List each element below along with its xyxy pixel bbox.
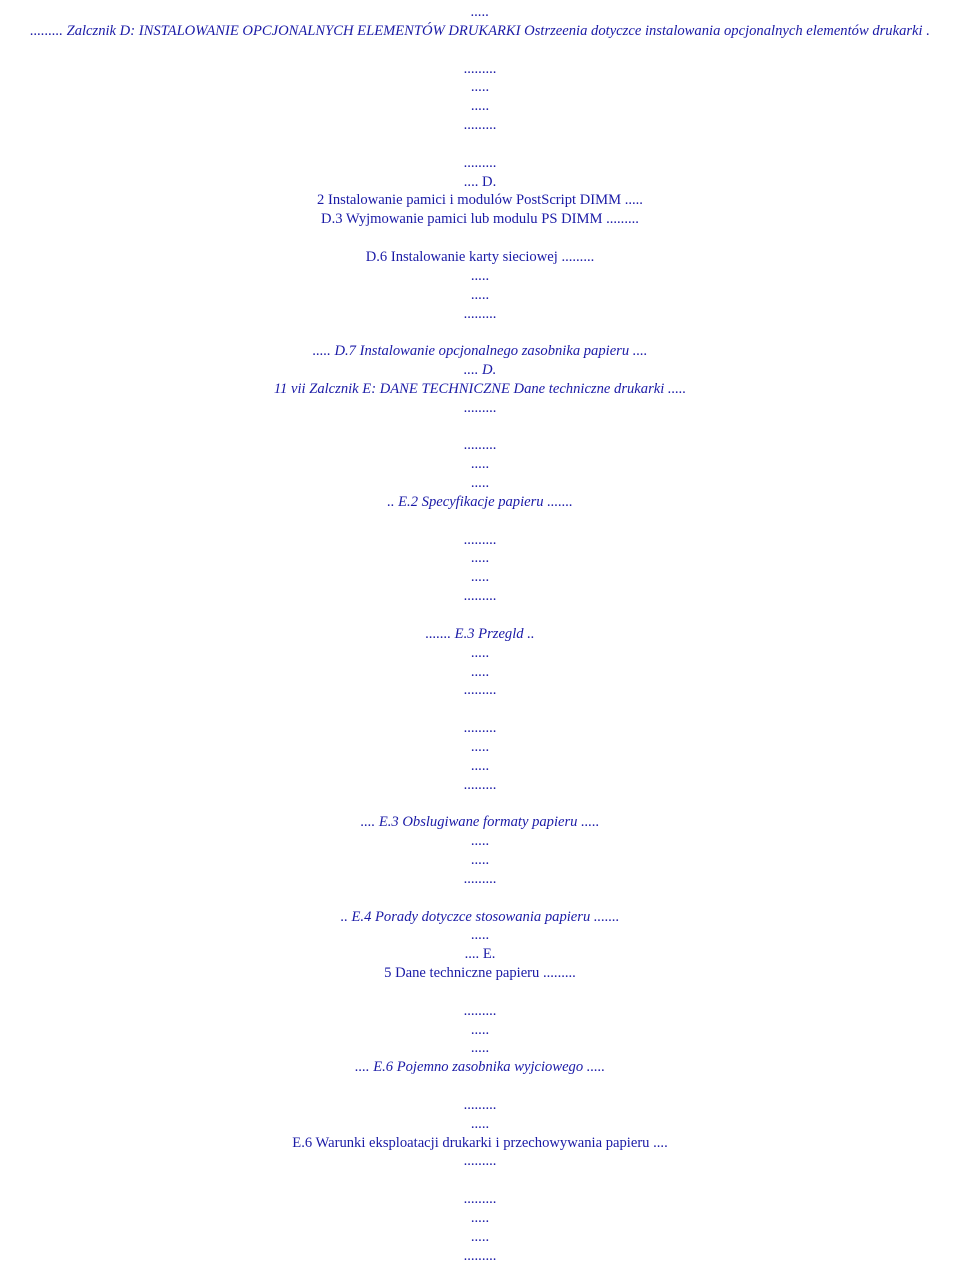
toc-blank-line: [0, 1077, 960, 1096]
toc-line: .....: [470, 475, 490, 492]
toc-line: .....: [470, 267, 490, 284]
toc-line: .... E.: [464, 946, 496, 963]
toc-line: .........: [463, 1096, 497, 1113]
toc-line: 11 vii Zalcznik E: DANE TECHNICZNE Dane techniczne drukarki .....: [273, 380, 687, 397]
toc-blank-line: [0, 606, 960, 625]
toc-line: .....: [470, 1040, 490, 1057]
table-of-contents: [0, 3, 960, 1266]
toc-line: .........: [463, 154, 497, 171]
toc-line: ......... Zalcznik D: INSTALOWANIE OPCJONALNYCH ELEMENTÓW DRUKARKI Ostrzeenia dotyczce instalowania opcjonalnych elementów drukarki .: [30, 22, 930, 39]
toc-blank-line: [0, 889, 960, 908]
toc-line: .. E.4 Porady dotyczce stosowania papieru .......: [340, 908, 620, 925]
toc-line: .........: [463, 117, 497, 134]
toc-line: .... E.6 Pojemno zasobnika wyjciowego .....: [354, 1059, 606, 1076]
toc-line: .....: [470, 757, 490, 774]
toc-line: .........: [463, 399, 497, 416]
toc-line: .....: [470, 927, 490, 944]
toc-line: .........: [463, 305, 497, 322]
toc-line: .........: [463, 1247, 497, 1264]
toc-line: .....: [470, 1115, 490, 1132]
toc-blank-line: [0, 323, 960, 342]
toc-line: .....: [470, 1210, 490, 1226]
toc-blank-line: [0, 41, 960, 60]
toc-line: .....: [470, 79, 490, 96]
toc-line: .....: [470, 286, 490, 303]
toc-line: .........: [463, 531, 497, 548]
toc-line: .....: [470, 1021, 490, 1038]
toc-blank-line: [0, 418, 960, 437]
toc-line: .....: [470, 833, 490, 850]
toc-line: .....: [470, 738, 490, 755]
toc-line: .........: [463, 588, 497, 605]
toc-blank-line: [0, 700, 960, 719]
toc-line: .... D.: [463, 362, 497, 379]
toc-line: .........: [463, 1191, 497, 1208]
toc-blank-line: [0, 135, 960, 154]
toc-line: .........: [463, 720, 497, 737]
toc-line: .....: [470, 98, 490, 115]
toc-line: .... D.: [463, 173, 497, 190]
toc-line: D.6 Instalowanie karty sieciowej .........: [365, 248, 595, 265]
toc-line: ....... E.3 Przegld ..: [425, 625, 535, 642]
toc-blank-line: [0, 229, 960, 248]
toc-line: .....: [470, 569, 490, 586]
toc-line: .........: [463, 1153, 497, 1170]
toc-line: .....: [470, 663, 490, 680]
toc-line: 5 Dane techniczne papieru .........: [384, 965, 576, 982]
toc-line: .....: [470, 1228, 490, 1245]
toc-line: .........: [463, 60, 497, 77]
toc-line: .....: [470, 456, 490, 473]
toc-line: .....: [470, 550, 490, 567]
toc-line: .........: [463, 776, 497, 793]
toc-line: .....: [470, 851, 490, 868]
toc-blank-line: [0, 794, 960, 813]
toc-blank-line: [0, 1171, 960, 1190]
toc-line: 2 Instalowanie pamici i modulów PostScript DIMM .....: [317, 192, 643, 209]
toc-line: .........: [463, 682, 497, 699]
toc-line: ..... D.7 Instalowanie opcjonalnego zasobnika papieru ....: [312, 343, 648, 360]
toc-blank-line: [0, 512, 960, 531]
toc-line: .........: [463, 437, 497, 454]
toc-line: .........: [463, 870, 497, 887]
toc-line: .....: [470, 4, 490, 20]
toc-line: D.3 Wyjmowanie pamici lub modulu PS DIMM .........: [321, 211, 639, 228]
toc-line: E.6 Warunki eksploatacji drukarki i przechowywania papieru ....: [292, 1134, 668, 1151]
toc-line: .... E.3 Obslugiwane formaty papieru .....: [360, 814, 600, 831]
toc-line: .....: [470, 644, 490, 661]
toc-line: .........: [463, 1002, 497, 1019]
toc-blank-line: [0, 983, 960, 1002]
toc-line: .. E.2 Specyfikacje papieru .......: [387, 493, 573, 510]
